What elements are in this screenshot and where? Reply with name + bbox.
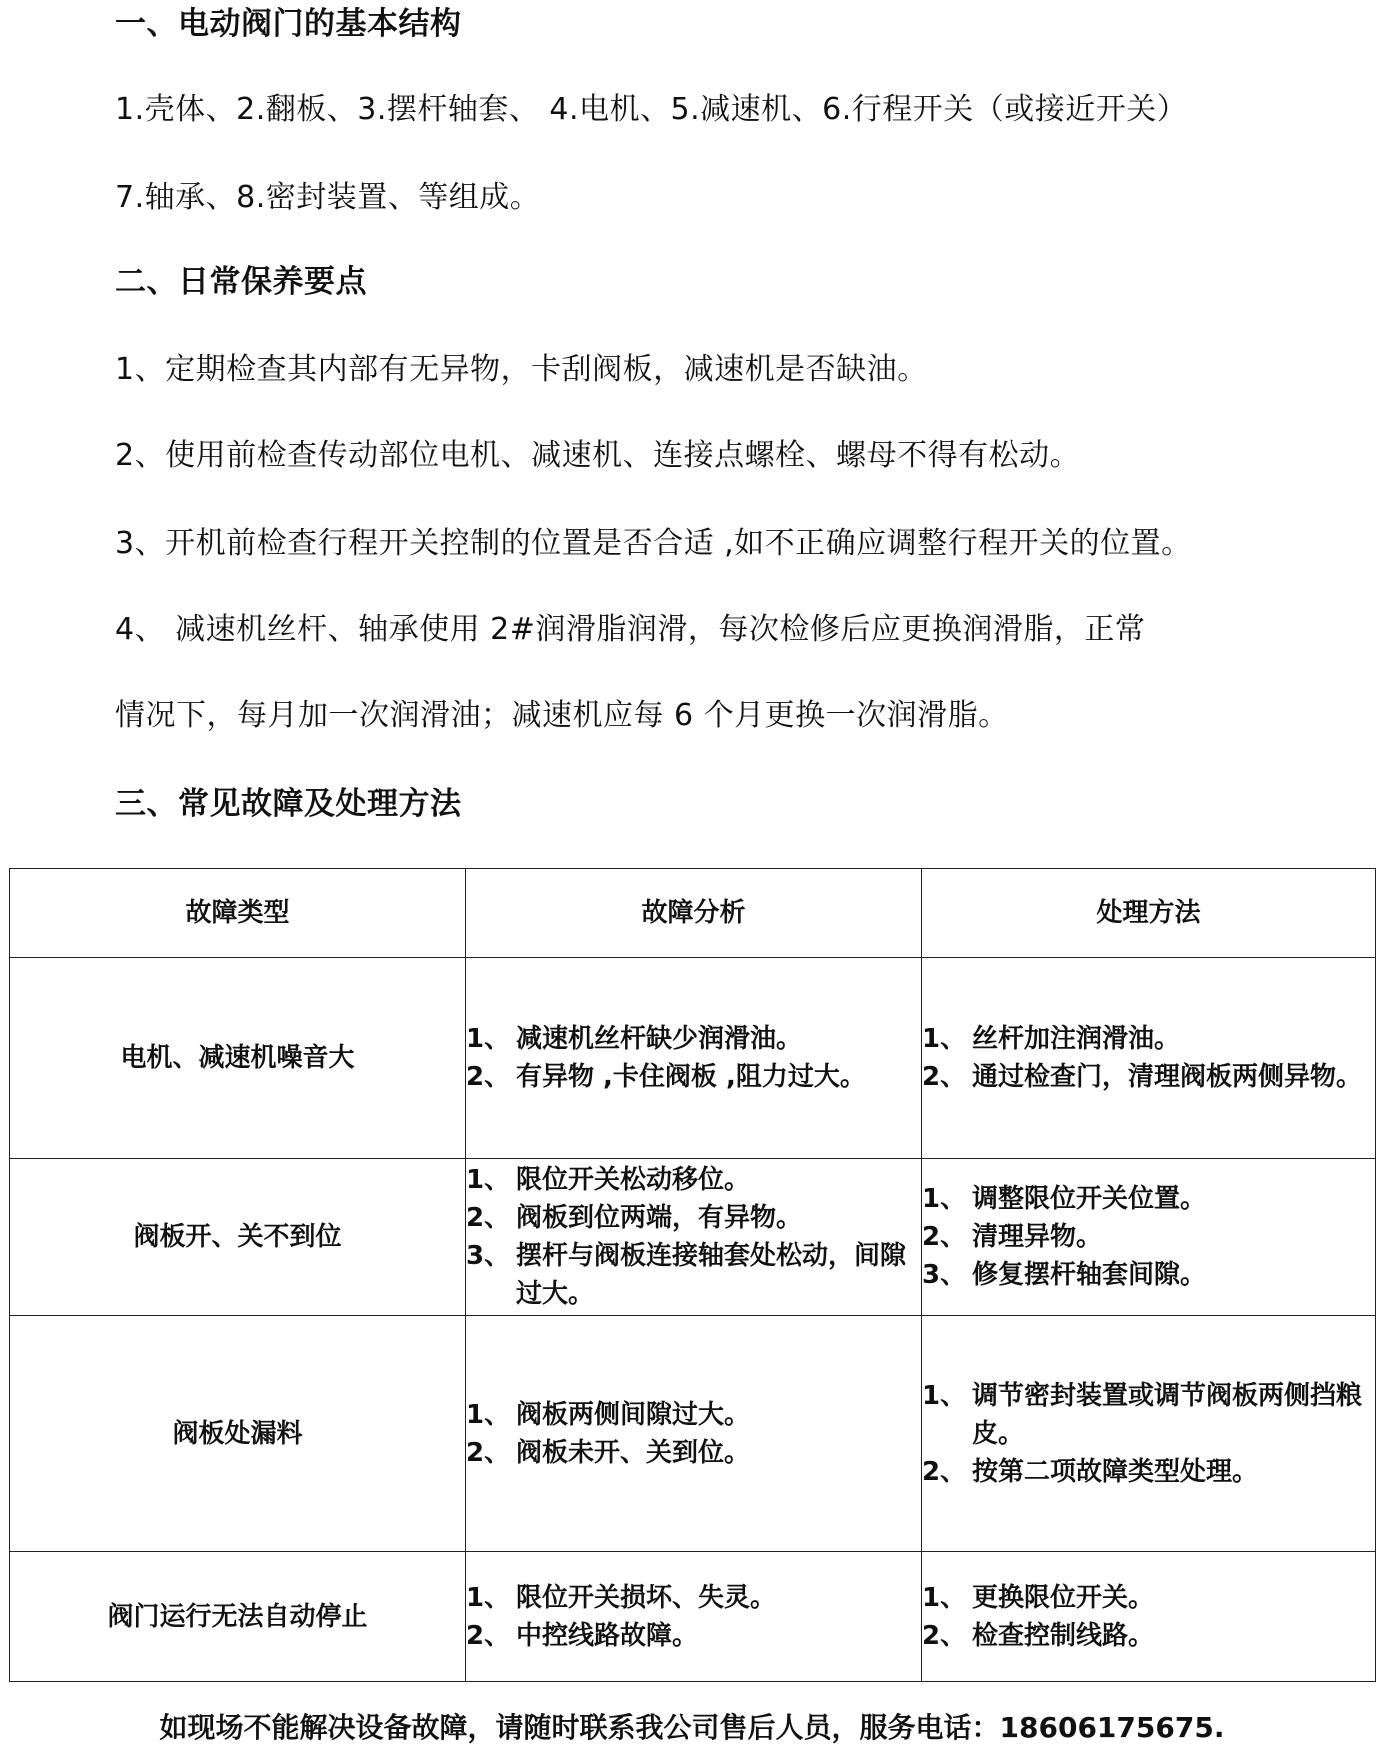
header-fault-type: 故障类型: [10, 869, 466, 958]
maintenance-item-1: 1、定期检查其内部有无异物，卡刮阀板，减速机是否缺油。: [115, 352, 928, 387]
item-number: 1、: [466, 1582, 511, 1613]
analysis-item: [466, 1579, 921, 1617]
fault-analysis-cell: [466, 1316, 922, 1552]
table-row: [10, 1316, 1376, 1552]
item-text: 通过检查门，清理阀板两侧异物。: [972, 1062, 1363, 1092]
section3-heading: 三、常见故障及处理方法: [115, 786, 462, 822]
item-text: 阀板未开、关到位。: [516, 1437, 751, 1468]
solution-item: [922, 1058, 1375, 1096]
analysis-item: [466, 1020, 921, 1058]
item-text: 限位开关损坏、失灵。: [516, 1582, 777, 1613]
item-number: 1、: [466, 1165, 511, 1195]
item-text: 检查控制线路。: [972, 1620, 1155, 1651]
analysis-item: [466, 1058, 921, 1096]
item-number: 1、: [466, 1399, 511, 1430]
fault-table: [9, 868, 1376, 1682]
analysis-item: [466, 1199, 921, 1237]
maintenance-item-4-cont: 情况下，每月加一次润滑油；减速机应每 6 个月更换一次润滑脂。: [115, 698, 1009, 733]
item-number: 2、: [922, 1456, 967, 1487]
analysis-item: [466, 1237, 921, 1313]
analysis-item: [466, 1434, 921, 1472]
item-text: 按第二项故障类型处理。: [972, 1456, 1259, 1487]
item-text: 更换限位开关。: [972, 1582, 1155, 1613]
item-number: 2、: [922, 1620, 967, 1651]
table-header-row: [10, 869, 1376, 958]
analysis-item: [466, 1617, 921, 1655]
header-fault-analysis: 故障分析: [466, 869, 922, 958]
item-text: 丝杆加注润滑油。: [972, 1024, 1181, 1054]
solution-cell: [922, 1552, 1376, 1682]
item-text: 减速机丝杆缺少润滑油。: [516, 1024, 803, 1054]
solution-item: [922, 1453, 1375, 1491]
solution-item: [922, 1180, 1375, 1218]
item-number: 2、: [466, 1203, 511, 1233]
item-text: 有异物 ,卡住阀板 ,阻力过大。: [516, 1062, 866, 1092]
fault-analysis-cell: [466, 1552, 922, 1682]
fault-type-cell: 阀板开、关不到位: [10, 1159, 466, 1316]
structure-line-1: 1.壳体、2.翻板、3.摆杆轴套、 4.电机、5.减速机、6.行程开关（或接近开关）: [115, 92, 1188, 127]
fault-analysis-cell: [466, 1159, 922, 1316]
solution-item: [922, 1020, 1375, 1058]
table-row: [10, 1552, 1376, 1682]
item-number: 1、: [922, 1582, 967, 1613]
section2-heading: 二、日常保养要点: [115, 264, 367, 300]
maintenance-item-3: 3、开机前检查行程开关控制的位置是否合适 ,如不正确应调整行程开关的位置。: [115, 526, 1192, 561]
item-text: 摆杆与阀板连接轴套处松动，间隙过大。: [516, 1241, 907, 1309]
solution-item: [922, 1579, 1375, 1617]
item-number: 2、: [922, 1222, 967, 1252]
solution-cell: [922, 1316, 1376, 1552]
section1-heading: 一、电动阀门的基本结构: [115, 6, 462, 42]
item-number: 1、: [922, 1380, 967, 1411]
analysis-item: [466, 1161, 921, 1199]
solution-item: [922, 1218, 1375, 1256]
item-text: 中控线路故障。: [516, 1620, 699, 1651]
item-number: 3、: [466, 1241, 511, 1271]
item-text: 修复摆杆轴套间隙。: [972, 1260, 1207, 1290]
item-number: 1、: [466, 1024, 511, 1054]
solution-cell: [922, 1159, 1376, 1316]
item-text: 调整限位开关位置。: [972, 1184, 1207, 1214]
structure-line-2: 7.轴承、8.密封装置、等组成。: [115, 180, 541, 215]
solution-item: [922, 1617, 1375, 1655]
item-text: 调节密封装置或调节阀板两侧挡粮皮。: [972, 1380, 1363, 1449]
solution-cell: [922, 958, 1376, 1159]
item-text: 清理异物。: [972, 1222, 1103, 1252]
maintenance-item-4: 4、 减速机丝杆、轴承使用 2#润滑脂润滑，每次检修后应更换润滑脂，正常: [115, 612, 1146, 647]
item-number: 1、: [922, 1184, 967, 1214]
item-number: 3、: [922, 1260, 967, 1290]
header-solution: 处理方法: [922, 869, 1376, 958]
item-text: 限位开关松动移位。: [516, 1165, 751, 1195]
item-number: 2、: [466, 1620, 511, 1651]
table-row: [10, 1159, 1376, 1316]
fault-type-cell: 电机、减速机噪音大: [10, 958, 466, 1159]
solution-item: [922, 1256, 1375, 1294]
fault-type-cell: 阀板处漏料: [10, 1316, 466, 1552]
fault-type-cell: 阀门运行无法自动停止: [10, 1552, 466, 1682]
fault-analysis-cell: [466, 958, 922, 1159]
item-text: 阀板两侧间隙过大。: [516, 1399, 751, 1430]
item-text: 阀板到位两端，有异物。: [516, 1203, 803, 1233]
service-contact-footer: 如现场不能解决设备故障，请随时联系我公司售后人员，服务电话：18606175675.: [159, 1711, 1225, 1744]
table-row: [10, 958, 1376, 1159]
item-number: 2、: [466, 1437, 511, 1468]
item-number: 2、: [922, 1062, 967, 1092]
item-number: 2、: [466, 1062, 511, 1092]
solution-item: [922, 1377, 1375, 1453]
maintenance-item-2: 2、使用前检查传动部位电机、减速机、连接点螺栓、螺母不得有松动。: [115, 438, 1081, 473]
analysis-item: [466, 1396, 921, 1434]
item-number: 1、: [922, 1024, 967, 1054]
